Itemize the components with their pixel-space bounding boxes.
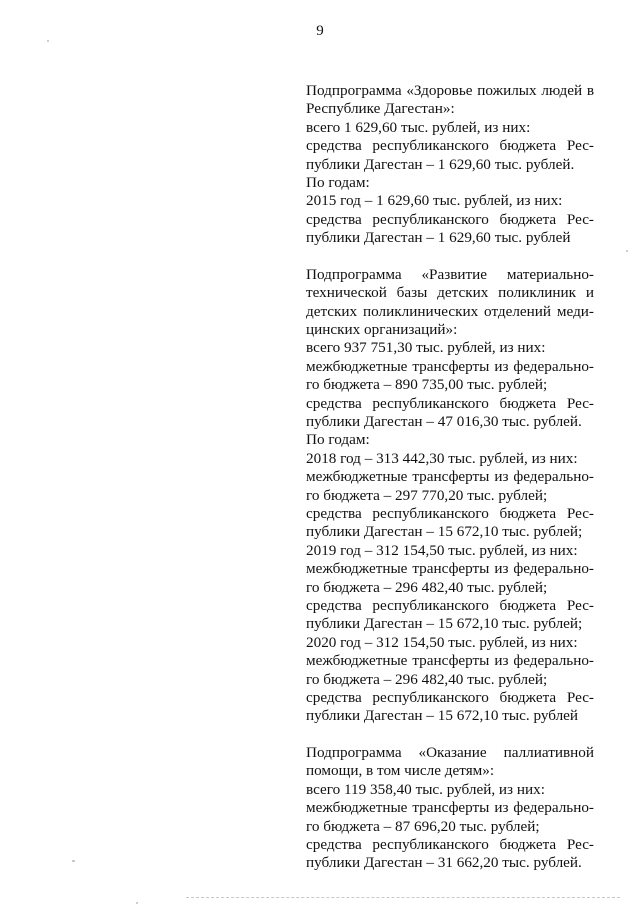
scan-speck [72,860,75,862]
text-line: средства республиканского бюджета Рес- [306,394,594,412]
scan-speck [47,40,49,42]
text-line: средства республиканского бюджета Рес- [306,596,594,614]
text-line: 2015 год – 1 629,60 тыс. рублей, из них: [306,192,563,210]
text-line: публики Дагестан – 47 016,30 тыс. рублей. [306,413,582,431]
text-line: Подпрограмма «Здоровье пожилых людей в [306,82,594,99]
text-line: межбюджетные трансферты из федерально- [306,799,594,817]
text-line: Республике Дагестан»: [306,100,455,118]
text-line: детских поликлинических отделений меди- [306,302,594,320]
text-line: всего 937 751,30 тыс. рублей, из них: [306,339,546,357]
text-line: всего 119 358,40 тыс. рублей, из них: [306,780,545,798]
text-line: го бюджета – 87 696,20 тыс. рублей; [306,817,540,835]
page-number: 9 [316,23,324,39]
text-line: средства республиканского бюджета Рес- [306,688,594,706]
text-line: межбюджетные трансферты из федерально- [306,468,594,486]
subprogram-paragraph [306,266,594,726]
scan-bottom-edge [186,897,620,899]
text-line: 2019 год – 312 154,50 тыс. рублей, из них: [306,541,578,559]
subprogram-paragraph [306,744,594,873]
text-line: публики Дагестан – 1 629,60 тыс. рублей [306,229,571,247]
text-line: Подпрограмма «Развитие материально- [306,265,594,283]
text-line: го бюджета – 297 770,20 тыс. рублей; [306,486,548,504]
text-line: 2020 год – 312 154,50 тыс. рублей, из них: [306,633,578,651]
text-line: межбюджетные трансферты из федерально- [306,560,594,578]
text-line: публики Дагестан – 1 629,60 тыс. рублей. [306,155,575,173]
text-line: цинских организаций»: [306,321,458,339]
scan-speck [626,250,628,252]
text-line: межбюджетные трансферты из федерально- [306,652,594,670]
text-line: го бюджета – 890 735,00 тыс. рублей; [306,376,548,394]
text-line: публики Дагестан – 15 672,10 тыс. рублей; [306,523,583,541]
text-line: всего 1 629,60 тыс. рублей, из них: [306,118,531,136]
scan-speck [136,902,138,904]
text-line: средства республиканского бюджета Рес- [306,836,594,854]
text-line: го бюджета – 296 482,40 тыс. рублей; [306,578,548,596]
text-line: По годам: [306,431,370,449]
text-line: публики Дагестан – 15 672,10 тыс. рублей [306,707,579,725]
funding-text-column [306,82,594,873]
text-line: средства республиканского бюджета Рес- [306,504,594,522]
text-line: помощи, в том числе детям»: [306,762,495,780]
text-line: средства республиканского бюджета Рес- [306,137,594,155]
text-line: технической базы детских поликлиник и [306,284,594,302]
text-line: средства республиканского бюджета Рес- [306,210,594,228]
text-line: межбюджетные трансферты из федерально- [306,357,594,375]
subprogram-paragraph [306,82,594,248]
text-line: По годам: [306,173,370,191]
text-line: 2018 год – 313 442,30 тыс. рублей, из них: [306,449,578,467]
text-line: го бюджета – 296 482,40 тыс. рублей; [306,670,548,688]
text-line: Подпрограмма «Оказание паллиативной [306,744,594,762]
text-line: публики Дагестан – 15 672,10 тыс. рублей; [306,615,583,633]
text-line: публики Дагестан – 31 662,20 тыс. рублей. [306,854,582,872]
